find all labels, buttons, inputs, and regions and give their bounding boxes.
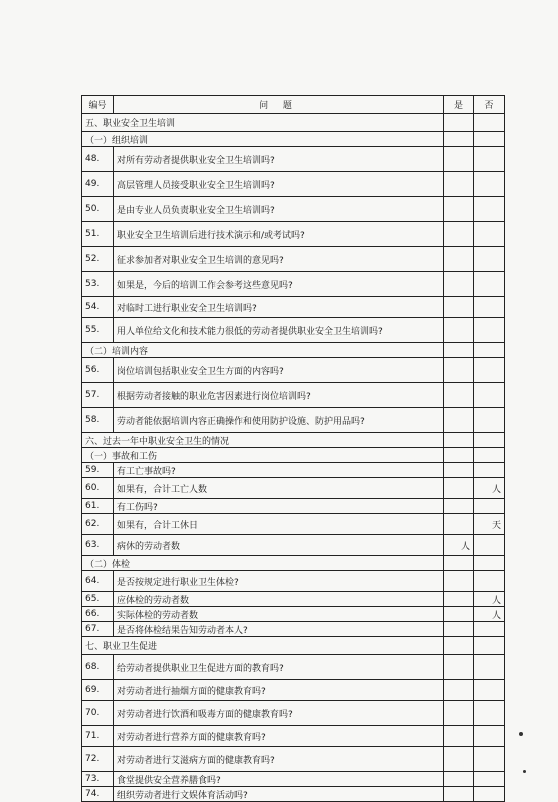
subsection-heading-row xyxy=(82,448,505,463)
question-row xyxy=(82,726,505,747)
question-number: 71. xyxy=(82,726,114,747)
question-number: 69. xyxy=(82,680,114,701)
question-row xyxy=(82,772,505,787)
unit-label: 天 xyxy=(491,520,501,531)
question-row xyxy=(82,592,505,607)
question-row xyxy=(82,701,505,726)
answer-yes-cell[interactable] xyxy=(444,247,474,272)
answer-no-cell[interactable] xyxy=(474,607,505,622)
subsection-heading: （一）组织培训 xyxy=(82,132,444,147)
question-number: 51. xyxy=(82,222,114,247)
subsection-heading-row xyxy=(82,132,505,147)
question-row xyxy=(82,747,505,772)
answer-yes-cell[interactable] xyxy=(444,297,474,318)
question-number: 65. xyxy=(82,592,114,607)
question-text: 是由专业人员负责职业安全卫生培训吗? xyxy=(114,197,444,222)
answer-no-cell[interactable] xyxy=(474,463,505,478)
answer-no-cell[interactable] xyxy=(474,747,505,772)
question-text: 组织劳动者进行文娱体育活动吗? xyxy=(114,787,444,802)
question-number: 49. xyxy=(82,172,114,197)
section-heading-row xyxy=(82,114,505,132)
empty-cell xyxy=(474,448,505,463)
unit-label: 人 xyxy=(491,484,501,495)
section-heading-row xyxy=(82,433,505,448)
question-text: 征求参加者对职业安全卫生培训的意见吗? xyxy=(114,247,444,272)
survey-table xyxy=(81,95,505,802)
answer-yes-cell[interactable] xyxy=(444,514,474,535)
question-text: 对劳动者进行抽烟方面的健康教育吗? xyxy=(114,680,444,701)
question-number: 50. xyxy=(82,197,114,222)
question-row xyxy=(82,655,505,680)
answer-yes-cell[interactable] xyxy=(444,499,474,514)
answer-no-cell[interactable] xyxy=(474,680,505,701)
answer-yes-cell[interactable] xyxy=(444,408,474,433)
question-text: 给劳动者提供职业卫生促进方面的教育吗? xyxy=(114,655,444,680)
question-number: 48. xyxy=(82,147,114,172)
unit-label: 人 xyxy=(460,541,470,552)
question-row xyxy=(82,787,505,802)
question-number: 68. xyxy=(82,655,114,680)
question-text: 高层管理人员接受职业安全卫生培训吗? xyxy=(114,172,444,197)
question-row xyxy=(82,318,505,343)
empty-cell xyxy=(444,637,474,655)
question-text: 对临时工进行职业安全卫生培训吗? xyxy=(114,297,444,318)
question-row xyxy=(82,172,505,197)
answer-yes-cell[interactable] xyxy=(444,147,474,172)
answer-no-cell[interactable] xyxy=(474,272,505,297)
question-row xyxy=(82,680,505,701)
question-row xyxy=(82,147,505,172)
subsection-heading: （二）体检 xyxy=(82,556,444,571)
answer-no-cell[interactable] xyxy=(474,514,505,535)
answer-yes-cell[interactable] xyxy=(444,571,474,592)
question-number: 60. xyxy=(82,478,114,499)
answer-yes-cell[interactable] xyxy=(444,197,474,222)
question-text: 食堂提供安全营养膳食吗? xyxy=(114,772,444,787)
answer-no-cell[interactable] xyxy=(474,787,505,802)
answer-no-cell[interactable] xyxy=(474,592,505,607)
answer-yes-cell[interactable] xyxy=(444,172,474,197)
question-text: 对劳动者进行饮酒和吸毒方面的健康教育吗? xyxy=(114,701,444,726)
answer-yes-cell[interactable] xyxy=(444,726,474,747)
answer-no-cell[interactable] xyxy=(474,772,505,787)
empty-cell xyxy=(474,433,505,448)
empty-cell xyxy=(444,114,474,132)
question-row xyxy=(82,478,505,499)
question-number: 61. xyxy=(82,499,114,514)
question-number: 72. xyxy=(82,747,114,772)
empty-cell xyxy=(444,343,474,358)
question-number: 53. xyxy=(82,272,114,297)
question-text: 如果是，今后的培训工作会参考这些意见吗? xyxy=(114,272,444,297)
answer-yes-cell[interactable] xyxy=(444,787,474,802)
question-row xyxy=(82,383,505,408)
header-yes: 是 xyxy=(444,96,474,114)
question-number: 56. xyxy=(82,358,114,383)
question-text: 岗位培训包括职业安全卫生方面的内容吗? xyxy=(114,358,444,383)
answer-no-cell[interactable] xyxy=(474,222,505,247)
answer-no-cell[interactable] xyxy=(474,655,505,680)
answer-yes-cell[interactable] xyxy=(444,747,474,772)
question-number: 58. xyxy=(82,408,114,433)
answer-no-cell[interactable] xyxy=(474,147,505,172)
header-number: 编号 xyxy=(82,96,114,114)
question-text: 对劳动者进行艾滋病方面的健康教育吗? xyxy=(114,747,444,772)
question-text: 实际体检的劳动者数 xyxy=(114,607,444,622)
question-text: 是否将体检结果告知劳动者本人? xyxy=(114,622,444,637)
question-row xyxy=(82,535,505,556)
header-no: 否 xyxy=(474,96,505,114)
question-number: 70. xyxy=(82,701,114,726)
survey-body xyxy=(82,114,505,802)
empty-cell xyxy=(474,132,505,147)
answer-yes-cell[interactable] xyxy=(444,607,474,622)
answer-yes-cell[interactable] xyxy=(444,622,474,637)
question-number: 73. xyxy=(82,772,114,787)
answer-yes-cell[interactable] xyxy=(444,383,474,408)
answer-yes-cell[interactable] xyxy=(444,592,474,607)
answer-yes-cell[interactable] xyxy=(444,463,474,478)
question-number: 67. xyxy=(82,622,114,637)
empty-cell xyxy=(444,433,474,448)
section-heading: 五、职业安全卫生培训 xyxy=(82,114,444,132)
question-number: 55. xyxy=(82,318,114,343)
subsection-heading: （二）培训内容 xyxy=(82,343,444,358)
answer-no-cell[interactable] xyxy=(474,726,505,747)
answer-no-cell[interactable] xyxy=(474,622,505,637)
section-heading-row xyxy=(82,637,505,655)
answer-yes-cell[interactable] xyxy=(444,222,474,247)
question-text: 职业安全卫生培训后进行技术演示和/或考试吗? xyxy=(114,222,444,247)
question-number: 59. xyxy=(82,463,114,478)
question-row xyxy=(82,297,505,318)
question-row xyxy=(82,499,505,514)
question-number: 64. xyxy=(82,571,114,592)
empty-cell xyxy=(444,448,474,463)
question-number: 52. xyxy=(82,247,114,272)
answer-no-cell[interactable] xyxy=(474,358,505,383)
empty-cell xyxy=(444,132,474,147)
empty-cell xyxy=(474,556,505,571)
question-number: 62. xyxy=(82,514,114,535)
question-text: 有工伤吗? xyxy=(114,499,444,514)
question-text: 是否按规定进行职业卫生体检? xyxy=(114,571,444,592)
question-row xyxy=(82,272,505,297)
answer-no-cell[interactable] xyxy=(474,499,505,514)
answer-yes-cell[interactable] xyxy=(444,358,474,383)
question-text: 如果有，合计工休日 xyxy=(114,514,444,535)
answer-yes-cell[interactable] xyxy=(444,680,474,701)
answer-no-cell[interactable] xyxy=(474,318,505,343)
answer-no-cell[interactable] xyxy=(474,408,505,433)
table-header-row xyxy=(82,96,505,114)
answer-no-cell[interactable] xyxy=(474,383,505,408)
question-row xyxy=(82,197,505,222)
empty-cell xyxy=(474,343,505,358)
answer-no-cell[interactable] xyxy=(474,535,505,556)
question-text: 用人单位给文化和技术能力很低的劳动者提供职业安全卫生培训吗? xyxy=(114,318,444,343)
question-text: 病休的劳动者数 xyxy=(114,535,444,556)
scan-speck xyxy=(523,770,526,773)
answer-no-cell[interactable] xyxy=(474,478,505,499)
empty-cell xyxy=(444,556,474,571)
answer-no-cell[interactable] xyxy=(474,197,505,222)
question-row xyxy=(82,408,505,433)
question-text: 如果有，合计工亡人数 xyxy=(114,478,444,499)
question-number: 57. xyxy=(82,383,114,408)
answer-no-cell[interactable] xyxy=(474,297,505,318)
question-number: 63. xyxy=(82,535,114,556)
answer-no-cell[interactable] xyxy=(474,701,505,726)
empty-cell xyxy=(474,637,505,655)
unit-label: 人 xyxy=(491,610,501,621)
empty-cell xyxy=(474,114,505,132)
subsection-heading-row xyxy=(82,343,505,358)
section-heading: 七、职业卫生促进 xyxy=(82,637,444,655)
answer-yes-cell[interactable] xyxy=(444,701,474,726)
question-text: 有工亡事故吗? xyxy=(114,463,444,478)
question-text: 劳动者能依据培训内容正确操作和使用防护设施、防护用品吗? xyxy=(114,408,444,433)
question-row xyxy=(82,358,505,383)
scan-speck xyxy=(519,732,523,736)
question-row xyxy=(82,463,505,478)
answer-yes-cell[interactable] xyxy=(444,318,474,343)
answer-no-cell[interactable] xyxy=(474,571,505,592)
question-row xyxy=(82,222,505,247)
question-text: 对所有劳动者提供职业安全卫生培训吗? xyxy=(114,147,444,172)
question-number: 54. xyxy=(82,297,114,318)
answer-yes-cell[interactable] xyxy=(444,478,474,499)
subsection-heading-row xyxy=(82,556,505,571)
question-text: 根据劳动者接触的职业危害因素进行岗位培训吗? xyxy=(114,383,444,408)
subsection-heading: （一）事故和工伤 xyxy=(82,448,444,463)
question-text: 应体检的劳动者数 xyxy=(114,592,444,607)
answer-yes-cell[interactable] xyxy=(444,655,474,680)
answer-yes-cell[interactable] xyxy=(444,772,474,787)
question-row xyxy=(82,622,505,637)
question-number: 66. xyxy=(82,607,114,622)
header-question: 问 题 xyxy=(114,96,444,114)
question-row xyxy=(82,514,505,535)
question-text: 对劳动者进行营养方面的健康教育吗? xyxy=(114,726,444,747)
section-heading: 六、过去一年中职业安全卫生的情况 xyxy=(82,433,444,448)
question-row xyxy=(82,607,505,622)
question-number: 74. xyxy=(82,787,114,802)
question-row xyxy=(82,247,505,272)
answer-no-cell[interactable] xyxy=(474,247,505,272)
answer-no-cell[interactable] xyxy=(474,172,505,197)
question-row xyxy=(82,571,505,592)
answer-yes-cell[interactable] xyxy=(444,272,474,297)
answer-yes-cell[interactable] xyxy=(444,535,474,556)
unit-label: 人 xyxy=(491,595,501,606)
